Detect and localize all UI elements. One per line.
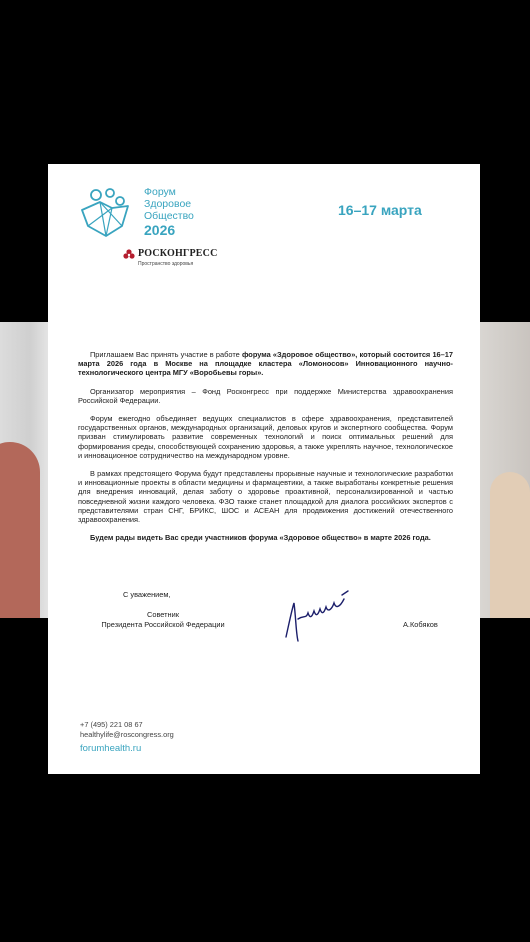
- invitation-letter: [48, 164, 480, 774]
- forum-title: Форум Здоровое Общество 2026: [144, 186, 194, 238]
- forum-logo-icon: [78, 186, 138, 238]
- background-photo-right: [480, 322, 530, 618]
- contacts: [80, 720, 174, 740]
- roscongress-flower-icon: [123, 249, 135, 261]
- paragraph-program: В рамках предстоящего Форума будут представлены прорывные научные и технологические разработки и инновационные проекты в области медицины и фармацевтики, а также выработаны конкретные решения для внедрения инноваций, делая заботу о здоровье проактивной, персонализированной и частью повседневной жизни каждого человека. ФЗО также станет площадкой для диалога российских экспертов с представителями стран СНГ, БРИКС, ШОС и АСЕАН для продвижения достижений отечественного здравоохранения.: [78, 469, 453, 525]
- letter-body: [78, 350, 453, 551]
- paragraph-organizer: Организатор мероприятия – Фонд Росконгресс при поддержке Министерства здравоохранения Российской Федерации.: [78, 386, 453, 405]
- background-person: [0, 442, 40, 618]
- contact-email[interactable]: healthylife@roscongress.org: [80, 730, 174, 739]
- paragraph-closing: Будем рады видеть Вас среди участников форума «Здоровое общество» в марте 2026 года.: [90, 533, 431, 543]
- roscongress-subtitle: Пространство здоровья: [138, 261, 194, 267]
- forum-dates: 16–17 марта: [338, 202, 422, 218]
- background-person: [490, 472, 530, 618]
- paragraph-about: Форум ежегодно объединяет ведущих специалистов в сфере здравоохранения, представителей государственных органов, международных организаций, деловых кругов и экспертного сообщества. Форум призван стимулировать развитие современных технологий и поиск оптимальных решений для формирования среды, способствующей сохранению здоровья, а также укреплять научное, технологическое и инновационное сотрудничество на международном уровне.: [78, 414, 453, 460]
- regards: С уважением,: [123, 590, 171, 599]
- signer-name: А.Кобяков: [403, 620, 438, 629]
- paragraph-invitation: Приглашаем Вас принять участие в работе форума «Здоровое общество», который состоится 16–17 марта 2026 года в Москве на площадке кластера «Ломоносов» Инновационного научно-технологического центра МГУ «Воробьевы горы».: [78, 350, 453, 378]
- signer-role: Советник Президента Российской Федерации: [101, 610, 225, 629]
- roscongress-name: РОСКОНГРЕСС: [138, 248, 218, 259]
- background-photo-left: [0, 322, 50, 618]
- website-link[interactable]: forumhealth.ru: [80, 743, 142, 754]
- contact-phone: +7 (495) 221 08 67: [80, 720, 143, 729]
- forum-year: 2026: [144, 222, 176, 238]
- handwritten-signature: [278, 589, 358, 649]
